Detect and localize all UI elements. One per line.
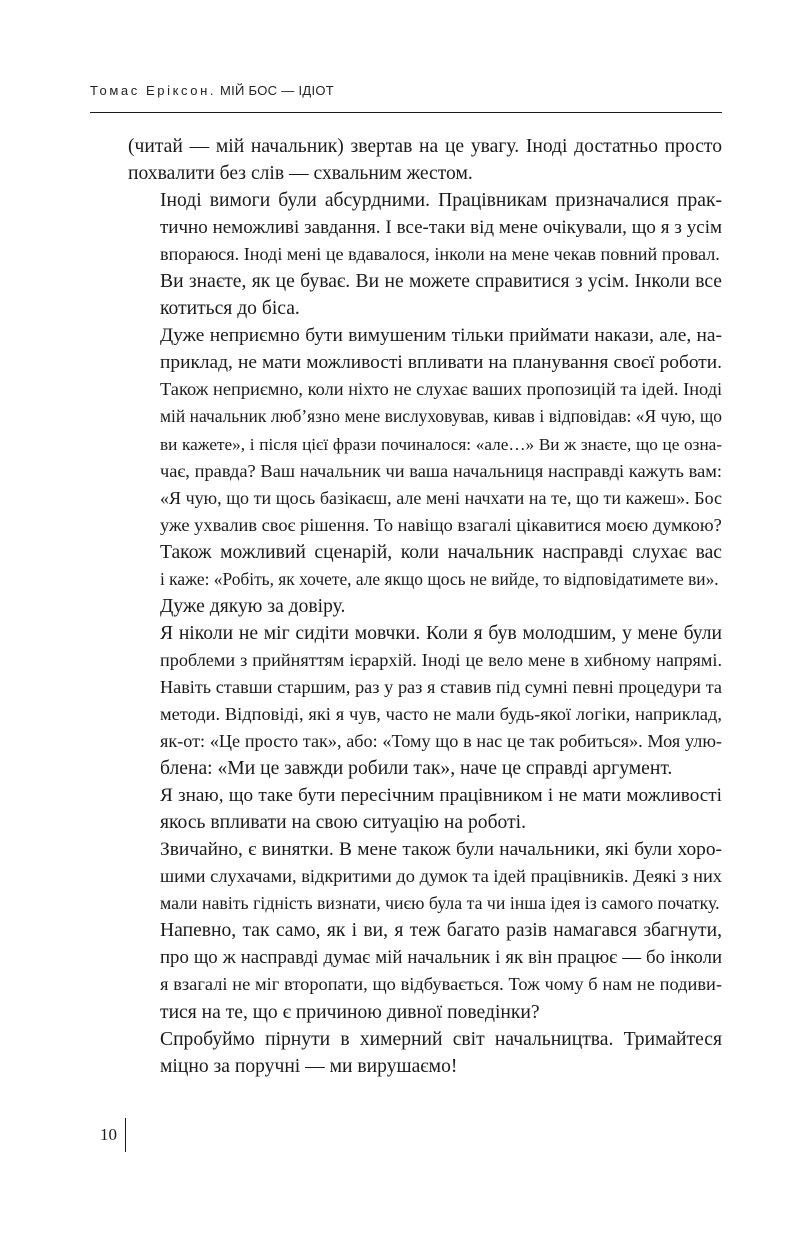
running-header-author: Томас Еріксон. bbox=[90, 83, 217, 98]
page-number: 10 bbox=[100, 1125, 117, 1144]
text-line: блена: «Ми це завжди робили так», наче це справді аргумент. bbox=[160, 758, 673, 780]
paragraph bbox=[128, 917, 722, 1025]
text-line: Спробуймо пірнути в химерний світ начальництва. Тримайтеся bbox=[160, 1028, 722, 1050]
paragraph bbox=[128, 133, 722, 187]
text-line: уже ухвалив своє рішення. То навіщо взагалі цікавитися моєю думкою? bbox=[160, 514, 722, 535]
paragraph bbox=[128, 620, 722, 782]
text-line: Дуже дякую за довіру. bbox=[160, 595, 346, 617]
paragraph bbox=[128, 322, 722, 538]
text-line: методи. Відповіді, які я чув, часто не мали будь-якої логіки, наприклад, bbox=[160, 703, 722, 724]
running-header bbox=[90, 83, 334, 98]
body-text bbox=[128, 133, 722, 1080]
text-line: Я знаю, що таке бути пересічним працівником і не мати можливості bbox=[160, 785, 722, 807]
text-line: мали навіть гідність визнати, чиєю була та чи інша ідея із самого початку. bbox=[160, 893, 720, 914]
text-line: Я ніколи не міг сидіти мовчки. Коли я був молодшим, у мене були bbox=[160, 622, 722, 644]
header-rule bbox=[90, 112, 722, 113]
paragraph bbox=[128, 836, 722, 917]
text-line: впораюся. Іноді мені це вдавалося, інколи на мене чекав повний провал. bbox=[160, 244, 720, 265]
paragraph bbox=[128, 1026, 722, 1080]
text-line: як-от: «Це просто так», або: «Тому що в нас це так робиться». Моя улю- bbox=[160, 731, 722, 752]
text-line: приклад, не мати можливості впливати на планування своєї роботи. bbox=[160, 352, 722, 374]
text-line: міцно за поручні — ми вирушаємо! bbox=[160, 1055, 458, 1077]
text-line: тично неможливі завдання. І все-таки від мене очікували, що я з усім bbox=[160, 217, 722, 239]
text-line: Напевно, так само, як і ви, я теж багато разів намагався збагнути, bbox=[160, 920, 722, 942]
text-line: Звичайно, є винятки. В мене також були начальники, які були хоро- bbox=[160, 839, 722, 861]
text-line: чає, правда? Ваш начальник чи ваша начальниця насправді кажуть вам: bbox=[160, 460, 722, 481]
text-line: шими слухачами, відкритими до думок та ідей працівників. Деякі з них bbox=[160, 866, 722, 887]
text-line: Навіть ставши старшим, раз у раз я ставив під сумні певні процедури та bbox=[160, 676, 722, 697]
text-line: Також неприємно, коли ніхто не слухає ваших пропозицій та ідей. Іноді bbox=[160, 379, 723, 400]
text-line: Також можливий сценарій, коли начальник насправді слухає вас bbox=[160, 541, 722, 563]
text-line: Ви знаєте, як це буває. Ви не можете справитися з усім. Інколи все bbox=[160, 271, 722, 293]
text-line: я взагалі не міг второпати, що відбувається. Тож чому б нам не подиви- bbox=[160, 974, 722, 995]
page-number-bar bbox=[125, 1118, 126, 1152]
text-line: ви кажете», і після цієї фрази починалося: «але…» Ви ж знаєте, що це озна- bbox=[160, 434, 722, 454]
text-line: Іноді вимоги були абсурдними. Працівникам призначалися прак- bbox=[160, 190, 722, 212]
text-line: (читай — мій начальник) звертав на це увагу. Іноді достатньо просто bbox=[128, 136, 722, 157]
text-line: «Я чую, що ти щось базікаєш, але мені начхати на те, що ти кажеш». Бос bbox=[160, 487, 722, 508]
paragraph bbox=[128, 539, 722, 593]
paragraph bbox=[128, 187, 722, 268]
paragraph bbox=[128, 593, 722, 620]
text-line: Дуже неприємно бути вимушеним тільки приймати накази, але, на- bbox=[160, 325, 722, 347]
paragraph bbox=[128, 782, 722, 836]
text-line: якось впливати на свою ситуацію на роботі. bbox=[160, 812, 526, 834]
text-line: проблеми з прийняттям ієрархій. Іноді це вело мене в хибному напрямі. bbox=[160, 649, 722, 670]
text-line: і каже: «Робіть, як хочете, але якщо щось не вийде, то відповідатимете ви». bbox=[160, 568, 719, 589]
paragraph bbox=[128, 268, 722, 322]
text-line: тися на те, що є причиною дивної поведінки? bbox=[160, 1001, 540, 1023]
text-line: мій начальник люб’язно мене вислуховував, кивав і відповідав: «Я чую, що bbox=[160, 406, 722, 427]
text-line: котиться до біса. bbox=[160, 298, 300, 320]
running-header-title: МІЙ БОС — ІДІОТ bbox=[219, 83, 335, 98]
text-line: похвалити без слів — схвальним жестом. bbox=[128, 163, 473, 185]
text-line: про що ж насправді думає мій начальник і як він працює — бо інколи bbox=[160, 947, 722, 969]
